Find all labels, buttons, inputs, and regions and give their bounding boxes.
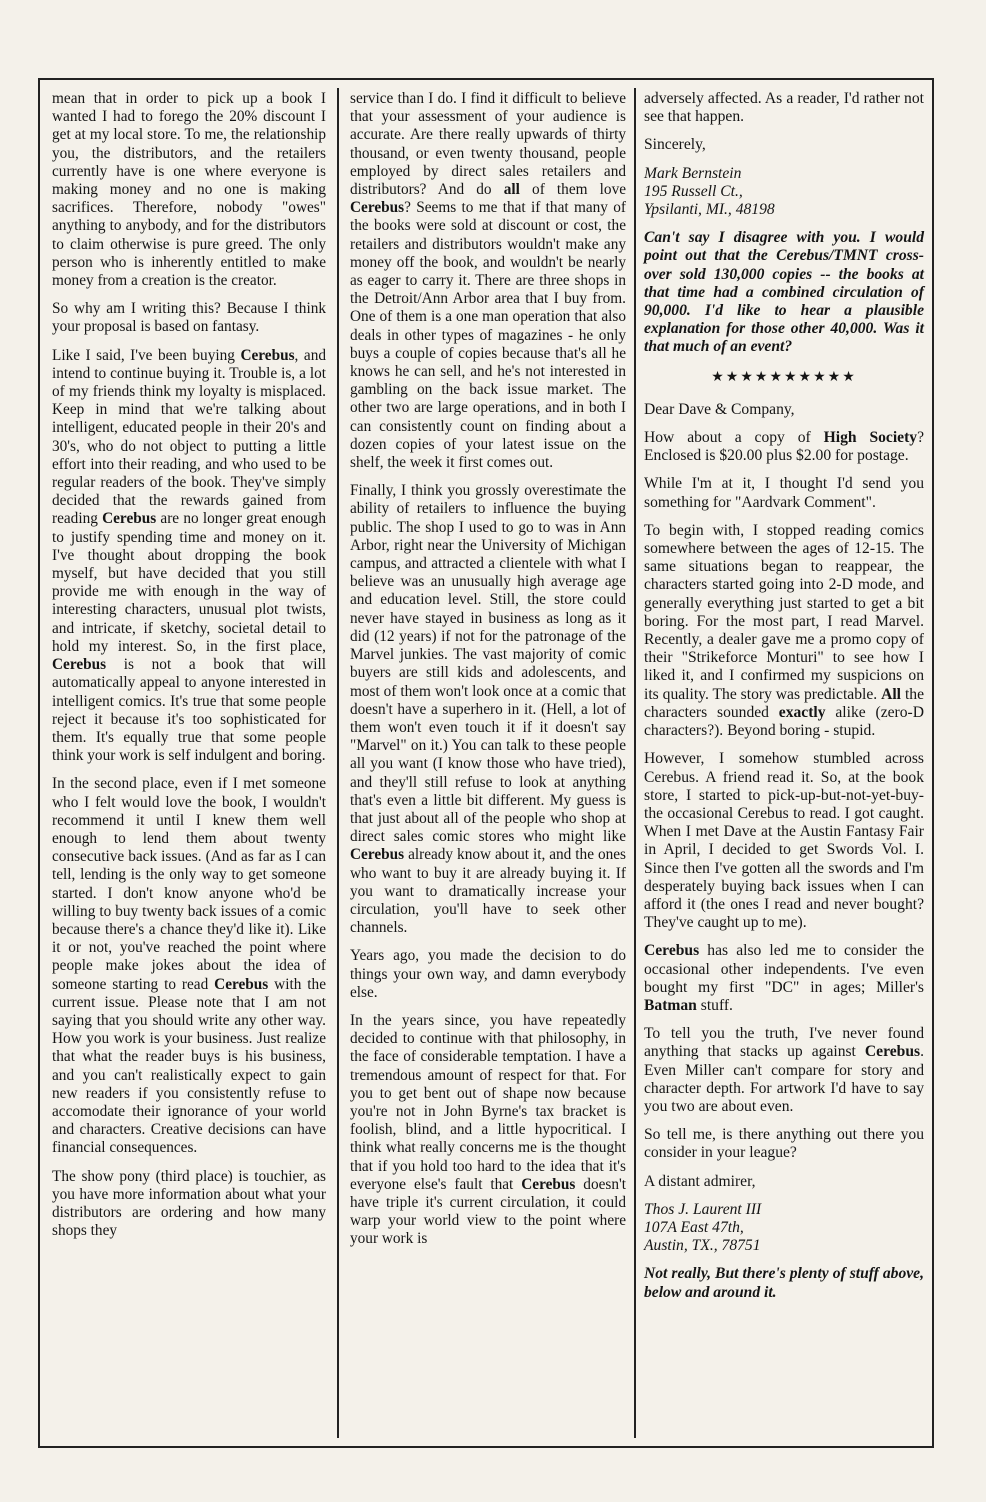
star-divider: ★★★★★★★★★★ xyxy=(711,369,857,385)
column-3 xyxy=(636,90,930,1438)
editor-reply: Can't say I disagree with you. I would point out that the Cerebus/TMNT cross-over sold 130,000 copies -- the books at that time had a combined circulation of 90,000. I'd like to hear a plausible explanation for those other 40,000. Was it that much of an event? xyxy=(644,229,924,356)
letter-paragraph: mean that in order to pick up a book I wanted I had to forego the 20% discount I get at my local store. To me, the relationship you, the distributors, and the retailers currently have is one where everyone is making money and no one is making sacrifices. Therefore, nobody "owes" anything to anybody, and for the distributors to claim otherwise is pure greed. The only person who is inherently entitled to make money from a creation is the creator. xyxy=(52,90,326,290)
letter-paragraph: Like I said, I've been buying Cerebus, and intend to continue buying it. Trouble is, a lot of my friends think my loyalty is misplaced. Keep in mind that we're talking about intelligent, educated people in their 20's and 30's, who do not object to putting a little effort into their reading, and who used to be regular readers of the book. They've simply decided that the rewards gained from reading Cerebus are no longer great enough to justify spending time and money on it. I've thought about dropping the book myself, but have decided that you still provide me with enough in the way of interesting characters, unusual plot twists, and intricate, if sketchy, societal detail to hold my interest. So, in the first place, Cerebus is not a book that will automatically appeal to anyone interested in intelligent comics. It's true that some people reject it because it's too sophisticated for them. It's equally true that some people think your work is self indulgent and boring. xyxy=(52,346,326,765)
letter-paragraph: adversely affected. As a reader, I'd rather not see that happen. xyxy=(644,90,924,126)
letter-paragraph: Cerebus has also led me to consider the occasional other independents. I've even bought my first "DC" in ages; Miller's Batman stuff. xyxy=(644,942,924,1014)
letter-closing: Sincerely, xyxy=(644,136,706,154)
letter-paragraph: service than I do. I find it difficult to believe that your assessment of your audience is accurate. Are there really upwards of thirty thousand, or even twenty thousand, people employed by direct sales retailers and distributors? And do all of them love Cerebus? Seems to me that if that many of the books were sold at discount or cost, the retailers and distributors wouldn't make any money off the book, and wouldn't be nearly as eager to carry it. There are three shops in the Detroit/Ann Arbor area that I buy from. One of them is a one man operation that also deals in other types of magazines - he only buys a couple of copies because that's all he knows he can sell, and he's not interested in gambling on the back issue market. The other two are large operations, and in both I can consistently count on finding about a dozen copies of your latest issue on the shelf, the week it first comes out. xyxy=(350,90,627,472)
signature-address: 107A East 47th, xyxy=(644,1218,744,1236)
signature-address: Austin, TX., 78751 xyxy=(644,1237,761,1255)
letter-paragraph: So why am I writing this? Because I think your proposal is based on fantasy. xyxy=(52,300,326,336)
letter-paragraph: To begin with, I stopped reading comics somewhere between the ages of 12-15. The same situations began to reappear, the characters started going into 2-D mode, and generally everything just started to get a bit boring. For the most part, I read Marvel. Recently, a dealer gave me a promo copy of their "Strikeforce Monturi" to see how I liked it, and I confirmed my suspicions on its quality. The story was predictable. All the characters sounded exactly alike (zero-D characters?). Beyond boring - stupid. xyxy=(644,521,924,740)
editor-reply: Not really, But there's plenty of stuff above, below and around it. xyxy=(644,1265,924,1301)
signature-name: Mark Bernstein xyxy=(644,164,742,182)
signature-address: 195 Russell Ct., xyxy=(644,182,743,200)
column-2 xyxy=(342,90,632,1438)
signature-address: Ypsilanti, MI., 48198 xyxy=(644,201,775,219)
letter-paragraph: Finally, I think you grossly overestimate the ability of retailers to influence the buying public. The shop I used to go to was in Ann Arbor, right near the University of Michigan campus, and attracted a clientele with what I believe was an unusually high average age and education level. Still, the store could never have stayed in business as long as it did (12 years) if not for the patronage of the Marvel junkies. The vast majority of comic buyers are still kids and adolescents, and most of them won't look once at a comic that doesn't have a superhero in it. (Hell, a lot of them won't even touch it if it doesn't say "Marvel" on it.) You can talk to these people all you want (I know those who have tried), and they'll still refuse to look at anything that's even a little bit different. My guess is that just about all of the people who shop at direct sales comic stores who might like Cerebus already know about it, and the ones who want to buy it are already buying it. If you want to dramatically increase your circulation, you'll have to seek other channels. xyxy=(350,482,626,937)
letter-paragraph: In the second place, even if I met someone who I felt would love the book, I wouldn't recommend it until I knew them well enough to lend them about twenty consecutive back issues. (And as far as I can tell, lending is the only way to get someone started. I don't know anyone who'd be willing to buy twenty back issues of a comic because there's a chance they'd like it). Like it or not, you've reached the point where people make jokes about the idea of someone starting to read Cerebus with the current issue. Please note that I am not saying that you should write any other way. How you work is your business. Just realize that what the reader buys is his business, and you can't realistically expect to gain new readers if you consistently refuse to accomodate their ignorance of your world and characters. Creative decisions can have financial consequences. xyxy=(52,775,326,1157)
signature-name: Thos J. Laurent III xyxy=(644,1200,762,1218)
letter-paragraph: Years ago, you made the decision to do things your own way, and damn everybody else. xyxy=(350,947,626,1001)
letter-salutation: Dear Dave & Company, xyxy=(644,400,795,418)
letter-paragraph: How about a copy of High Society? Enclosed is $20.00 plus $2.00 for postage. xyxy=(644,429,924,465)
letter-closing: A distant admirer, xyxy=(644,1172,756,1190)
letter-paragraph: While I'm at it, I thought I'd send you something for "Aardvark Comment". xyxy=(644,475,924,511)
column-1 xyxy=(44,90,332,1438)
letter-paragraph: To tell you the truth, I've never found anything that stacks up against Cerebus. Even Miller can't compare for story and character depth. For artwork I'd have to say you two are about even. xyxy=(644,1025,924,1115)
letter-paragraph: The show pony (third place) is touchier, as you have more information about what your distributors are ordering and how many shops they xyxy=(52,1167,326,1240)
letter-paragraph: So tell me, is there anything out there you consider in your league? xyxy=(644,1126,924,1162)
column-divider xyxy=(337,88,339,1438)
letters-page xyxy=(38,78,934,1448)
letter-paragraph: However, I somehow stumbled across Cerebus. A friend read it. So, at the book store, I started to pick-up-but-not-yet-buy-the occasional Cerebus to read. I got caught. When I met Dave at the Austin Fantasy Fair in April, I decided to get Swords Vol. I. Since then I've gotten all the swords and I'm desperately buying back issues when I can afford it (the ones I read and never bought? They've caught up to me). xyxy=(644,750,924,932)
letter-paragraph: In the years since, you have repeatedly decided to continue with that philosophy, in the face of considerable temptation. I have a tremendous amount of respect for that. For you to get bent out of shape now because you're not in John Byrne's tax bracket is foolish, blind, and a little hypocritical. I think what really concerns me is the thought that if you hold too hard to the idea that it's everyone else's fault that Cerebus doesn't have triple it's current circulation, it could warp your world view to the point where your work is xyxy=(350,1011,626,1248)
